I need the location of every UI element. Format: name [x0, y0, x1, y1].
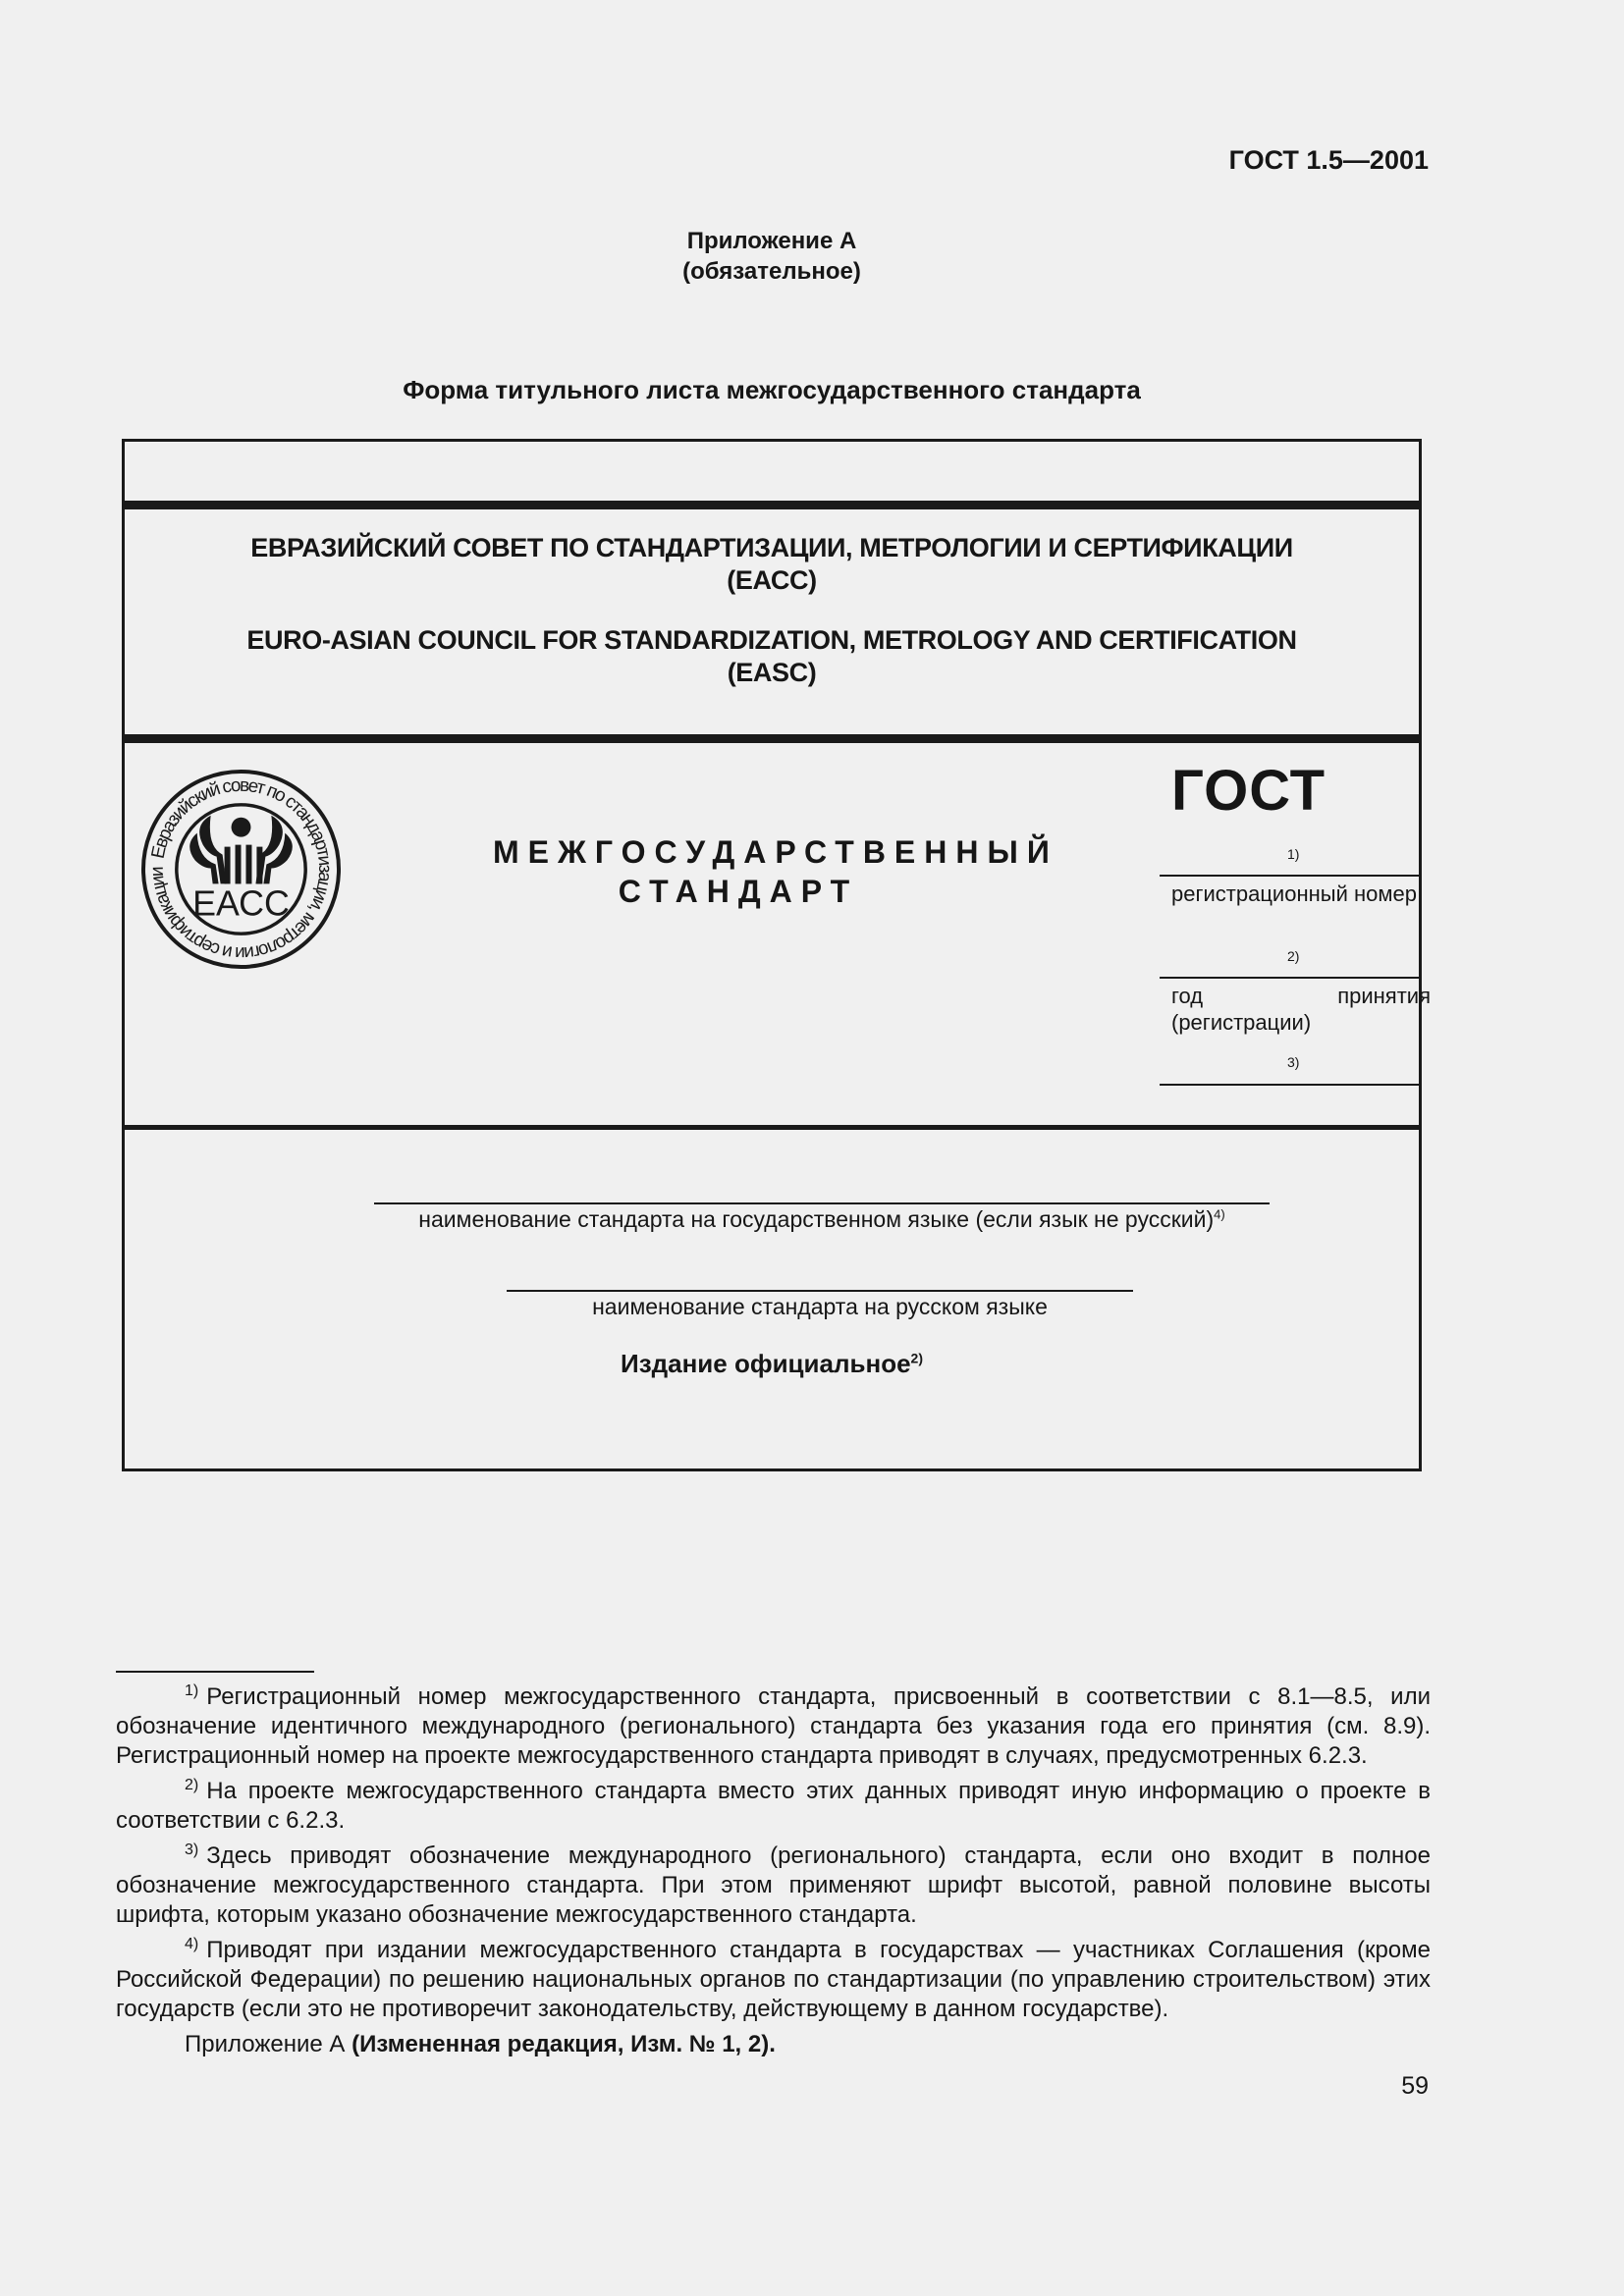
- adoption-year-caption: год принятия (регистрации): [1171, 984, 1431, 1035]
- annex-heading: [0, 226, 1543, 287]
- council-name-en: EURO-ASIAN COUNCIL FOR STANDARDIZATION, METROLOGY AND CERTIFICATION: [246, 625, 1297, 655]
- interstate-line-1: МЕЖГОСУДАРСТВЕННЫЙ: [493, 834, 1058, 870]
- footnote-1-text: Регистрационный номер межгосударственного стандарта, присвоенный в соответствии с 8.1—8.5, или обозначение идентичного международного (регионального) стандарта без указания года его принятия (см. 8.9). Регистрационный номер на проекте межгосударственного стандарта приводят в случаях, предусмотренных 6.2.3.: [116, 1683, 1431, 1769]
- registration-number-caption: регистрационный номер: [1171, 881, 1417, 906]
- field-1-mark: 1): [1287, 846, 1300, 862]
- council-name-ru: ЕВРАЗИЙСКИЙ СОВЕТ ПО СТАНДАРТИЗАЦИИ, МЕТРОЛОГИИ И СЕРТИФИКАЦИИ: [250, 533, 1293, 562]
- state-language-name-text: наименование стандарта на государственном языке (если язык не русский): [418, 1206, 1215, 1232]
- footnote-separator: [116, 1671, 314, 1673]
- annex-note-prefix: Приложение А: [185, 2031, 346, 2057]
- easc-emblem: [140, 769, 342, 970]
- thick-rule-top: [125, 501, 1419, 509]
- footnote-3-number: 3): [185, 1842, 199, 1858]
- russian-name-line: [507, 1290, 1133, 1292]
- interstate-standard-label: [493, 832, 1058, 911]
- registration-number-line: [1160, 875, 1421, 877]
- annex-title: Приложение А: [686, 228, 857, 254]
- title-sheet-frame: [122, 439, 1431, 1471]
- document-code: ГОСТ 1.5—2001: [1228, 145, 1429, 175]
- official-edition: [125, 1349, 1419, 1379]
- footnotes: [116, 1682, 1431, 2059]
- gost-label: ГОСТ: [1171, 759, 1326, 823]
- adoption-year-line: [1160, 977, 1421, 979]
- council-block: [125, 532, 1419, 689]
- footnote-2-text: На проекте межгосударственного стандарта вместо этих данных приводят иную информацию о проекте в соответствии с 6.2.3.: [116, 1778, 1431, 1834]
- field-2-mark: 2): [1287, 948, 1300, 964]
- annex-revision-note: [116, 2030, 1431, 2059]
- state-language-name-mark: 4): [1214, 1206, 1225, 1222]
- footnote-1-number: 1): [185, 1682, 199, 1699]
- council-abbr-en: (EASC): [727, 658, 817, 687]
- state-language-name-caption: [360, 1206, 1283, 1233]
- rule-bottom: [125, 1125, 1419, 1130]
- emblem-ring-text: Евразийский совет по стандартизации, метрологии и сертификации: [146, 774, 336, 964]
- page-number: 59: [1401, 2072, 1429, 2100]
- emblem-abbr: ЕАСС: [192, 883, 290, 924]
- russian-name-caption: наименование стандарта на русском языке: [592, 1294, 1048, 1319]
- footnote-1: [116, 1682, 1431, 1771]
- annex-status: (обязательное): [682, 258, 861, 285]
- official-edition-text: Издание официальное: [621, 1349, 911, 1378]
- field-3-mark: 3): [1287, 1054, 1300, 1070]
- footnote-4: [116, 1936, 1431, 2024]
- interstate-line-2: СТАНДАРТ: [618, 874, 859, 909]
- emblem-ears-icon: [189, 816, 293, 884]
- council-abbr-ru: (ЕАСС): [727, 565, 817, 595]
- official-edition-mark: 2): [910, 1350, 923, 1366]
- annex-note-revision: (Измененная редакция, Изм. № 1, 2).: [352, 2031, 776, 2057]
- form-title: Форма титульного листа межгосударственного стандарта: [403, 375, 1141, 404]
- designation-line: [1160, 1084, 1421, 1086]
- footnote-4-text: Приводят при издании межгосударственного стандарта в государствах — участниках Соглашения (кроме Российской Федерации) по решению национальных органов по стандартизации (по управлению строительством) этих государств (если это не противоречит законодательству, действующему в данном государстве).: [116, 1937, 1431, 2022]
- footnote-4-number: 4): [185, 1936, 199, 1952]
- thick-rule-middle: [125, 734, 1419, 743]
- state-language-name-line: [374, 1202, 1270, 1204]
- footnote-2-number: 2): [185, 1777, 199, 1793]
- footnote-3: [116, 1842, 1431, 1930]
- footnote-3-text: Здесь приводят обозначение международного (регионального) стандарта, если оно входит в полное обозначение межгосударственного стандарта. При этом применяют шрифт высотой, равной половине высоты шрифта, которым указано обозначение межгосударственного стандарта.: [116, 1842, 1431, 1928]
- footnote-2: [116, 1777, 1431, 1836]
